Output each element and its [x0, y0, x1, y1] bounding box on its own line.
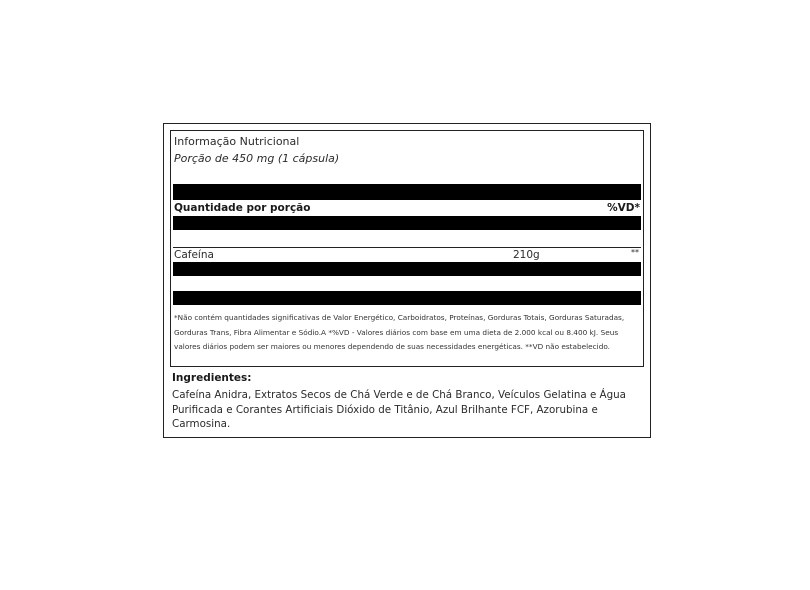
- table-header-row: [173, 200, 641, 216]
- ingredients-list: Cafeína Anidra, Extratos Secos de Chá Verde e de Chá Branco, Veículos Gelatina e Água Purificada e Corantes Artificiais Dióxido de Titânio, Azul Brilhante FCF, Azorubina e Carmosina.: [172, 389, 626, 430]
- divider-bar: [173, 216, 641, 230]
- nutrient-name: Cafeína: [174, 249, 214, 261]
- divider-bar: [173, 184, 641, 200]
- nutrition-title: Informação Nutricional: [174, 135, 300, 148]
- nutrient-daily-value: **: [631, 248, 639, 257]
- table-row: [173, 248, 641, 262]
- ingredients-heading: Ingredientes:: [172, 372, 252, 384]
- nutrient-amount: 210g: [513, 249, 540, 261]
- quantity-per-serving-label: Quantidade por porção: [174, 202, 311, 214]
- nutrition-facts-table: [170, 130, 644, 367]
- daily-value-label: %VD*: [607, 202, 640, 214]
- divider-bar: [173, 291, 641, 305]
- product-info-card: [163, 123, 651, 438]
- nutrition-footnote: *Não contém quantidades significativas de Valor Energético, Carboidratos, Proteínas, Gorduras Totais, Gorduras Saturadas, Gorduras Trans, Fibra Alimentar e Sódio.A *%VD - Valores diários com base em uma dieta de 2.000 kcal ou 8.400 kJ. Seus valores diários podem ser maiores ou menores dependendo de suas necessidades energéticas. **VD não estabelecido.: [174, 313, 625, 351]
- serving-size: Porção de 450 mg (1 cápsula): [174, 152, 340, 165]
- divider-bar: [173, 262, 641, 276]
